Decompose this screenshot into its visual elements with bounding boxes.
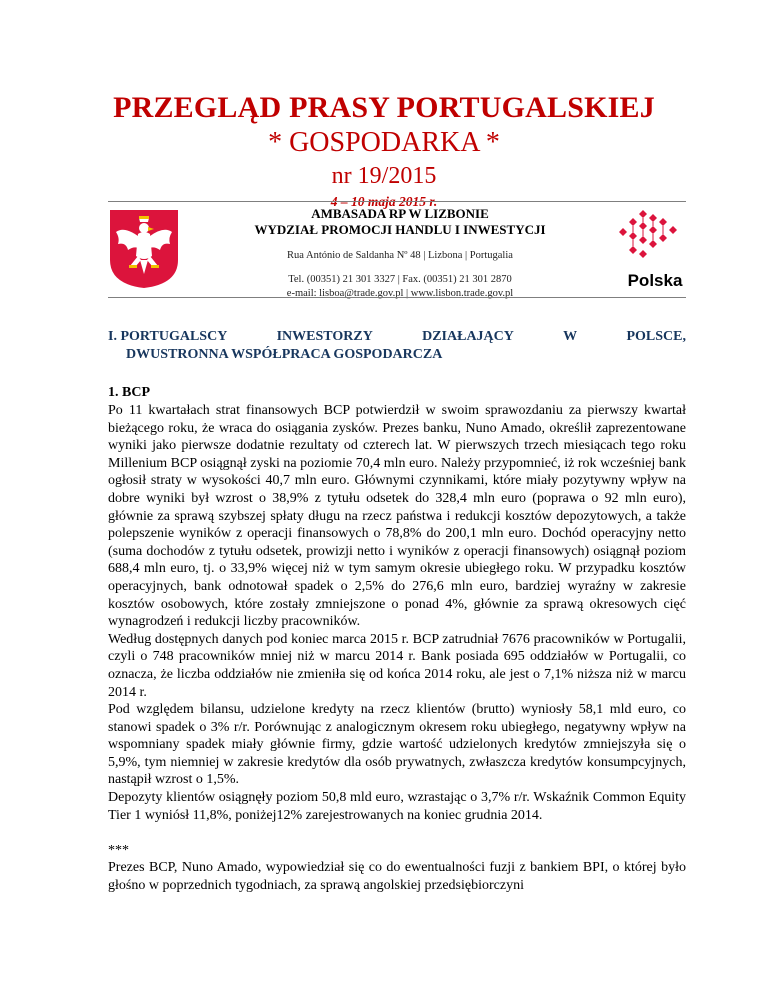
document-title: PRZEGLĄD PRASY PORTUGALSKIEJ — [113, 91, 655, 124]
paragraph: Według dostępnych danych pod koniec marca 2015 r. BCP zatrudniał 7676 pracowników w Portugalii, czyli o 748 pracowników mniej niż w marcu 2014 r. Bank posiada 695 oddziałów w Portugalii, co oznacza, że liczba oddziałów nie zmieniła się od końca 2014 roku, ale jest o 7,1% niższa niż w marcu 2014 r. — [108, 631, 686, 700]
header-top-rule — [108, 201, 686, 202]
paragraph: Prezes BCP, Nuno Amado, wypowiedział się co do ewentualności fuzji z bankiem BPI, o której było głośno w poprzednich tygodniach, za sprawą angolskiej przedsiębiorczyni — [108, 860, 686, 894]
polska-brand-logo — [615, 208, 695, 292]
issue-number: nr 19/2015 — [331, 163, 437, 189]
section-heading-line2: DWUSTRONNA WSPÓŁPRACA GOSPODARCZA — [126, 347, 443, 362]
paragraph: Pod względem bilansu, udzielone kredyty na rzecz klientów (brutto) wyniosły 58,1 mld euro, co stanowi spadek o 3% r/r. Porównując z analogicznym okresem roku ubiegłego, negatywny wpływ na wspomniany spadek miały głównie firmy, gdzie wartość udzielonych kredytów zmniejszyła się o 5,9%, tym niemniej w zakresie kredytów dla osób prywatnych, zwłaszcza kredytów konsumpcyjnych, nastąpił wzrost o 1,5%. — [108, 702, 686, 788]
separator: *** — [108, 842, 129, 858]
article-body — [108, 402, 686, 895]
section-heading-word: POLSCE, — [626, 329, 686, 344]
article-title: 1. BCP — [108, 385, 150, 400]
embassy-phone: Tel. (00351) 21 301 3327 | Fax. (00351) 21 301 2870 — [288, 274, 512, 285]
section-heading-word: DZIAŁAJĄCY — [422, 329, 514, 344]
document-header — [0, 90, 768, 212]
document-subtitle: * GOSPODARKA * — [268, 127, 500, 158]
polska-logo-text: Polska — [627, 271, 683, 290]
paragraph: Depozyty klientów osiągnęły poziom 50,8 mld euro, wzrastając o 3,7% r/r. Wskaźnik Common Equity Tier 1 wyniósł 11,8%, poniżej12% zarejestrowanych na koniec grudnia 2014. — [108, 790, 686, 823]
embassy-email[interactable]: e-mail: lisboa@trade.gov.pl | www.lisbon.trade.gov.pl — [286, 288, 514, 299]
embassy-address: Rua António de Saldanha Nº 48 | Lizbona | Portugalia — [287, 250, 513, 261]
embassy-info — [190, 206, 610, 301]
polish-eagle-emblem-icon — [108, 208, 180, 290]
embassy-name: AMBASADA RP W LIZBONIE — [311, 206, 489, 221]
section-heading — [108, 328, 686, 364]
section-heading-word: INWESTORZY — [276, 329, 373, 344]
section-heading-word: I. PORTUGALSCY — [108, 329, 228, 344]
header-bottom-rule — [108, 297, 686, 298]
paragraph: Po 11 kwartałach strat finansowych BCP potwierdził w swoim sprawozdaniu za pierwszy kwartał bieżącego roku, że wraca do osiągania zysków. Prezes banku, Nuno Amado, określił zaprezentowane wyniki jako pierwsze dodatnie rezultaty od czterech lat. W pierwszych trzech miesiącach tego roku Millenium BCP osiągnął zyski na poziomie 70,4 mln euro. Należy przypomnieć, iż rok wcześniej bank ogłosił straty w wysokości 40,7 mln euro. Głównymi czynnikami, które miały pozytywny wpływ na dobre wyniki był wzrost o 38,9% z tytułu odsetek do 328,4 mln euro (poprawa o 92 mln euro), głównie za sprawą szybszej spłaty długu na rzecz państwa i redukcji kosztów depozytowych, a także polepszenie wyników z operacji finansowych o 78,8% do 200,1 mln euro. Dochód operacyjny netto (suma dochodów z tytułu odsetek, prowizji netto i wyników z operacji finansowych) osiągnął poziom 688,4 mln euro, tj. o 33,9% więcej niż w tym samym okresie ubiegłego roku. W przypadku kosztów operacyjnych, bank odnotował spadek o 2,5% do 276,6 mln euro, bardziej wyraźny w zakresie kosztów osobowych, które zostały zmniejszone o ponad 4%, głównie za sprawą okresowych cięć wynagrodzeń i redukcji liczby pracowników. — [108, 403, 686, 630]
section-heading-word: W — [563, 329, 578, 344]
issue-dates: 4 – 10 maja 2015 r. — [330, 194, 438, 209]
department-name: WYDZIAŁ PROMOCJI HANDLU I INWESTYCJI — [254, 222, 546, 237]
